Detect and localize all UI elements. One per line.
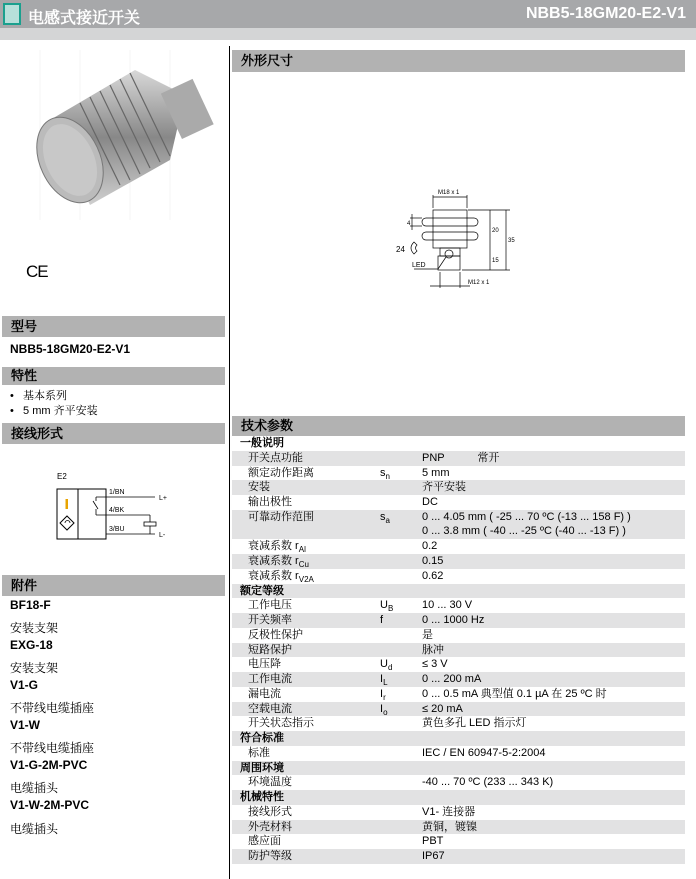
value-text: 是 (422, 628, 433, 641)
dim-nut: 4 (407, 221, 411, 227)
value-text: 脉冲 (422, 643, 444, 656)
section-title: 一般说明 (240, 437, 284, 449)
value-text: 0.62 (422, 569, 444, 582)
accessory-name: V1-W-2M-PVC (10, 798, 90, 812)
spec-section (232, 584, 685, 599)
value-text-2: 0 ... 3.8 mm ( -40 ... -25 ºC (-40 ... -13 F) ) (422, 525, 626, 538)
value-text: 0 ... 0.5 mA 典型值 0.1 µA 在 25 ºC 时 (422, 687, 607, 700)
spec-value (422, 643, 685, 658)
spec-row (232, 480, 685, 495)
spec-row (232, 746, 685, 761)
symbol-text: f (380, 614, 384, 626)
spec-label-text: 标准 (248, 746, 270, 759)
spec-label-text: 电压降 (248, 658, 281, 671)
dim-thread-top: M18 x 1 (438, 190, 460, 196)
spec-label-text: 短路保护 (248, 643, 292, 656)
value-text: 黄铜，镀镍 (422, 820, 477, 833)
spec-label (232, 702, 380, 717)
symbol-text: U (380, 658, 388, 671)
type-heading: 型号 (2, 316, 225, 337)
spec-symbol (380, 628, 422, 643)
spec-row (232, 628, 685, 643)
value-text: ≤ 20 mA (422, 702, 463, 715)
column-divider (229, 46, 230, 879)
wiring-label: E2 (57, 472, 67, 481)
spec-symbol (380, 746, 422, 761)
spec-symbol (380, 834, 422, 849)
spec-row (232, 702, 685, 717)
spec-label (232, 510, 380, 540)
accessory-desc: 不带线电缆插座 (10, 741, 95, 755)
model-title: NBB5-18GM20-E2-V1 (525, 5, 686, 22)
value-text: 10 ... 30 V (422, 599, 473, 612)
symbol-sub: d (387, 663, 393, 673)
type-value: NBB5-18GM20-E2-V1 (10, 342, 131, 356)
value-text: 0.2 (422, 540, 438, 553)
spec-symbol (380, 510, 422, 540)
spec-row (232, 716, 685, 731)
spec-value (422, 466, 685, 481)
spec-label-text: 接线形式 (248, 805, 292, 818)
spec-value (422, 628, 685, 643)
l-plus: L+ (159, 495, 167, 502)
symbol-text: I (380, 673, 384, 685)
spec-symbol (380, 495, 422, 510)
spec-label-sub: Al (298, 545, 306, 555)
spec-label-text: 反极性保护 (248, 628, 303, 641)
spec-row (232, 834, 685, 849)
spec-label (232, 775, 380, 790)
brand-square (3, 3, 21, 25)
dimensions-heading: 外形尺寸 (232, 50, 685, 72)
spec-label (232, 480, 380, 495)
value-text: PBT (422, 835, 444, 848)
spec-label-text: 空载电流 (248, 702, 292, 715)
spec-symbol (380, 775, 422, 790)
feature-item: • 5 mm 齐平安装 (10, 405, 98, 417)
spec-symbol (380, 539, 422, 554)
wiring-heading: 接线形式 (2, 423, 225, 444)
value-text: 0 ... 1000 Hz (422, 614, 485, 626)
symbol-sub: n (385, 471, 390, 481)
spec-label-text: 开关点功能 (248, 451, 303, 464)
spec-label (232, 569, 380, 584)
value-text: 0 ... 4.05 mm ( -25 ... 70 ºC (-13 ... 158 F) ) (422, 510, 631, 523)
spec-label (232, 849, 380, 864)
spec-label (232, 657, 380, 672)
spec-label-text: 额定动作距离 (248, 466, 314, 479)
dim-led: LED (412, 262, 426, 269)
spec-symbol (380, 687, 422, 702)
value-text: V1- 连接器 (422, 805, 476, 818)
symbol-text: s (380, 510, 386, 523)
spec-value (422, 775, 685, 790)
spec-value (422, 495, 685, 510)
symbol-sub: B (387, 604, 394, 614)
spec-value (422, 820, 685, 835)
spec-value (422, 849, 685, 864)
symbol-sub: L (383, 678, 388, 687)
section-title: 额定等级 (240, 584, 284, 597)
spec-value (422, 554, 685, 569)
symbol-sub: r (383, 692, 386, 702)
features-heading: 特性 (2, 367, 225, 385)
spec-label-text: 衰减系数 r (248, 569, 299, 582)
spec-symbol (380, 805, 422, 820)
spec-value (422, 569, 685, 584)
dimension-drawing (380, 180, 520, 290)
specs-heading: 技术参数 (232, 416, 685, 436)
spec-row (232, 672, 685, 687)
value-text: IEC / EN 60947-5-2:2004 (422, 746, 546, 759)
spec-value (422, 539, 685, 554)
spec-section (232, 731, 685, 746)
spec-label (232, 820, 380, 835)
value-text: DC (422, 496, 438, 508)
spec-label (232, 554, 380, 569)
spec-row (232, 805, 685, 820)
value-text: 0 ... 200 mA (422, 673, 482, 685)
value-text: -40 ... 70 ºC (233 ... 343 K) (422, 776, 554, 789)
symbol-text: s (380, 466, 386, 479)
spec-label (232, 716, 380, 731)
feature-text: 基本系列 (23, 390, 68, 402)
specs-table (232, 436, 685, 864)
accessories-heading: 附件 (2, 575, 225, 596)
accessory-name: V1-W (10, 718, 40, 732)
spec-label-text: 开关状态指示 (248, 717, 314, 730)
symbol-sub: o (383, 707, 388, 717)
accessory-desc: 不带线电缆插座 (10, 701, 95, 715)
symbol-sub: a (385, 515, 390, 525)
spec-value (422, 702, 685, 717)
symbol-text: I (380, 702, 384, 715)
spec-symbol (380, 613, 422, 628)
symbol-text: I (380, 687, 384, 700)
value-text: 0.15 (422, 555, 444, 567)
spec-row (232, 554, 685, 569)
spec-label (232, 687, 380, 702)
spec-row (232, 598, 685, 613)
header-band (0, 28, 696, 40)
spec-label-text: 衰减系数 r (248, 540, 299, 553)
spec-value (422, 510, 685, 540)
page-title: 电感式接近开关 (28, 10, 141, 27)
spec-symbol (380, 480, 422, 495)
spec-label (232, 466, 380, 481)
spec-value (422, 716, 685, 731)
pin-4: 4/BK (109, 507, 125, 514)
spec-value (422, 687, 685, 702)
section-title: 符合标准 (240, 732, 284, 744)
accessory-desc: 安装支架 (10, 621, 59, 635)
spec-value (422, 746, 685, 761)
spec-label (232, 628, 380, 643)
spec-label (232, 805, 380, 820)
spec-label-sub: Cu (298, 560, 309, 569)
accessory-name: BF18-F (10, 598, 51, 612)
spec-label-text: 开关频率 (248, 614, 292, 626)
spec-label (232, 539, 380, 554)
pin-3: 3/BU (109, 526, 125, 533)
spec-value (422, 613, 685, 628)
spec-section (232, 790, 685, 805)
spec-section (232, 436, 685, 451)
spec-symbol (380, 820, 422, 835)
spec-row (232, 849, 685, 864)
accessory-desc: 安装支架 (10, 661, 59, 675)
spec-row (232, 495, 685, 510)
spec-value (422, 657, 685, 672)
spec-label-text: 输出极性 (248, 496, 292, 508)
spec-label-text: 环境温度 (248, 776, 292, 789)
spec-row (232, 569, 685, 584)
product-photo (20, 40, 225, 225)
spec-symbol (380, 657, 422, 672)
spec-row (232, 643, 685, 658)
spec-symbol (380, 849, 422, 864)
spec-label (232, 672, 380, 687)
spec-label (232, 598, 380, 613)
spec-label (232, 643, 380, 658)
dim-wrench: 24 (396, 245, 405, 254)
spec-value (422, 598, 685, 613)
spec-value (422, 805, 685, 820)
wiring-diagram (40, 465, 190, 550)
value-text: 5 mm (422, 466, 450, 479)
spec-symbol (380, 643, 422, 658)
l-minus: L- (159, 532, 166, 539)
spec-symbol (380, 466, 422, 481)
spec-label-text: 工作电流 (248, 673, 292, 685)
dim-thread-bottom: M12 x 1 (468, 280, 490, 286)
spec-symbol (380, 569, 422, 584)
section-title: 机械特性 (240, 791, 284, 803)
spec-row (232, 687, 685, 702)
spec-row (232, 451, 685, 466)
spec-symbol (380, 554, 422, 569)
symbol-text: U (380, 599, 388, 612)
header-bar (0, 0, 696, 28)
value-text: PNP 常开 (422, 451, 500, 464)
spec-symbol (380, 451, 422, 466)
spec-row (232, 539, 685, 554)
accessory-name: V1-G-2M-PVC (10, 758, 88, 772)
spec-label-text: 外壳材料 (248, 820, 292, 833)
spec-label (232, 834, 380, 849)
value-text: 齐平安装 (422, 481, 466, 494)
spec-label-text: 可靠动作范围 (248, 510, 314, 523)
pin-1: 1/BN (109, 489, 125, 496)
spec-value (422, 834, 685, 849)
spec-symbol (380, 672, 422, 687)
spec-row (232, 820, 685, 835)
spec-symbol (380, 598, 422, 613)
spec-label-text: 防护等级 (248, 850, 292, 862)
dim-15: 15 (492, 258, 499, 264)
spec-value (422, 451, 685, 466)
value-text: 黄色多孔 LED 指示灯 (422, 717, 527, 730)
spec-label (232, 451, 380, 466)
spec-label-text: 衰减系数 r (248, 555, 299, 567)
spec-row (232, 466, 685, 481)
spec-label-text: 工作电压 (248, 599, 292, 612)
feature-text: 5 mm 齐平安装 (23, 405, 98, 417)
accessory-name: V1-G (10, 678, 39, 692)
spec-label-sub: V2A (298, 574, 314, 584)
ce-mark: CE (26, 262, 48, 281)
feature-item: • 基本系列 (10, 390, 68, 402)
dim-20: 20 (492, 228, 499, 234)
accessory-desc: 电缆插头 (10, 822, 59, 836)
spec-symbol (380, 702, 422, 717)
value-text: ≤ 3 V (422, 658, 448, 671)
spec-label (232, 495, 380, 510)
spec-symbol (380, 716, 422, 731)
spec-label-text: 漏电流 (248, 687, 281, 700)
spec-row (232, 613, 685, 628)
spec-row (232, 657, 685, 672)
spec-row (232, 775, 685, 790)
section-title: 周围环境 (240, 761, 284, 774)
spec-label (232, 613, 380, 628)
spec-row (232, 510, 685, 540)
value-text: IP67 (422, 850, 445, 862)
spec-value (422, 672, 685, 687)
spec-label-text: 感应面 (248, 835, 281, 848)
spec-label (232, 746, 380, 761)
dim-35: 35 (508, 238, 515, 244)
spec-section (232, 761, 685, 776)
spec-label-text: 安装 (248, 481, 270, 494)
spec-value (422, 480, 685, 495)
accessory-desc: 电缆插头 (10, 781, 59, 795)
accessory-name: EXG-18 (10, 638, 53, 652)
